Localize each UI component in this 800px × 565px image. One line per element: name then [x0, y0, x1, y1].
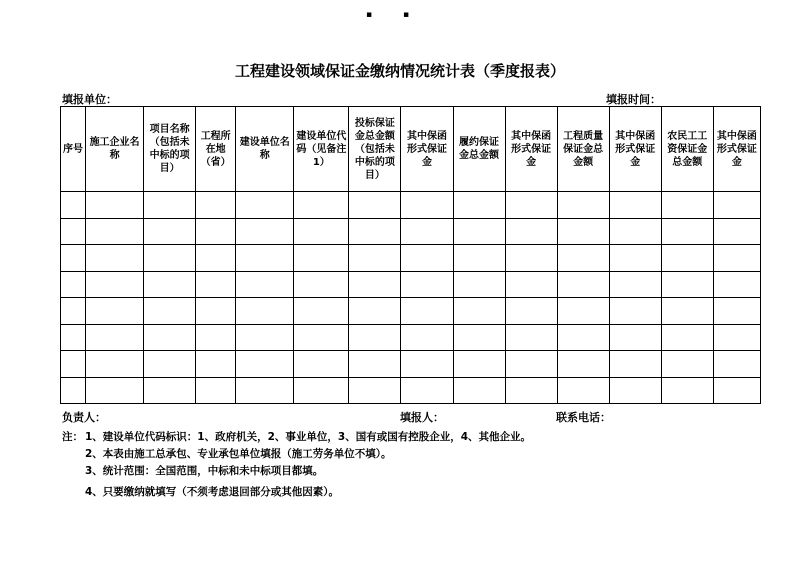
table-cell[interactable]	[236, 192, 294, 219]
table-cell[interactable]	[609, 324, 661, 351]
table-cell[interactable]	[61, 377, 86, 404]
table-cell[interactable]	[609, 245, 661, 272]
table-cell[interactable]	[505, 218, 557, 245]
table-cell[interactable]	[453, 324, 505, 351]
responsible-person-label: 负责人：	[62, 411, 106, 424]
table-cell[interactable]	[609, 218, 661, 245]
table-cell[interactable]	[294, 192, 349, 219]
table-cell[interactable]	[609, 351, 661, 378]
table-cell[interactable]	[196, 245, 236, 272]
table-cell[interactable]	[61, 192, 86, 219]
note-item: 3、统计范围：全国范围，中标和未中标项目都填。	[85, 465, 324, 477]
table-cell[interactable]	[86, 245, 144, 272]
note-item: 2、本表由施工总承包、专业承包单位填报（施工劳务单位不填）。	[85, 448, 392, 460]
table-cell[interactable]	[349, 324, 401, 351]
table-cell[interactable]	[144, 192, 196, 219]
table-cell[interactable]	[661, 192, 713, 219]
table-cell[interactable]	[236, 271, 294, 298]
table-cell[interactable]	[86, 351, 144, 378]
header-wage-deposit-total: 农民工工资保证金总金额	[661, 107, 713, 192]
table-row	[61, 351, 761, 378]
table-cell[interactable]	[401, 245, 453, 272]
table-row	[61, 192, 761, 219]
table-cell[interactable]	[61, 298, 86, 325]
table-cell[interactable]	[196, 192, 236, 219]
table-cell[interactable]	[661, 298, 713, 325]
table-cell[interactable]	[505, 271, 557, 298]
table-cell[interactable]	[505, 351, 557, 378]
table-cell[interactable]	[401, 192, 453, 219]
table-cell[interactable]	[61, 324, 86, 351]
page-title: 工程建设领域保证金缴纳情况统计表（季度报表）	[234, 62, 565, 80]
table-cell[interactable]	[349, 245, 401, 272]
table-cell[interactable]	[196, 351, 236, 378]
table-cell[interactable]	[661, 324, 713, 351]
header-index: 序号	[61, 107, 86, 192]
table-cell[interactable]	[61, 218, 86, 245]
table-cell[interactable]	[61, 271, 86, 298]
table-cell[interactable]	[86, 218, 144, 245]
table-cell[interactable]	[294, 351, 349, 378]
table-row	[61, 377, 761, 404]
table-cell[interactable]	[557, 245, 609, 272]
table-cell[interactable]	[505, 298, 557, 325]
table-cell[interactable]	[453, 218, 505, 245]
table-cell[interactable]	[453, 377, 505, 404]
table-cell[interactable]	[609, 271, 661, 298]
table-cell[interactable]	[713, 245, 760, 272]
table-cell[interactable]	[196, 218, 236, 245]
table-cell[interactable]	[86, 377, 144, 404]
table-cell[interactable]	[236, 245, 294, 272]
table-cell[interactable]	[236, 377, 294, 404]
table-cell[interactable]	[349, 271, 401, 298]
table-cell[interactable]	[661, 271, 713, 298]
header-project-location: 工程所在地（省）	[196, 107, 236, 192]
table-cell[interactable]	[294, 245, 349, 272]
table-cell[interactable]	[86, 324, 144, 351]
table-cell[interactable]	[294, 324, 349, 351]
header-bid-guarantee-letter: 其中保函形式保证金	[401, 107, 453, 192]
table-row	[61, 218, 761, 245]
table-cell[interactable]	[661, 351, 713, 378]
table-cell[interactable]	[86, 192, 144, 219]
table-cell[interactable]	[401, 324, 453, 351]
table-cell[interactable]	[661, 218, 713, 245]
table-cell[interactable]	[713, 324, 760, 351]
table-cell[interactable]	[505, 245, 557, 272]
header-wage-guarantee-letter: 其中保函形式保证金	[713, 107, 760, 192]
table-cell[interactable]	[349, 218, 401, 245]
note-item: 1、建设单位代码标识：1、政府机关，2、事业单位，3、国有或国有控股企业，4、其他企业。	[85, 431, 532, 443]
fill-unit-label: 填报单位：	[62, 93, 117, 106]
table-cell[interactable]	[661, 245, 713, 272]
table-cell[interactable]	[401, 351, 453, 378]
table-cell[interactable]	[557, 298, 609, 325]
table-cell[interactable]	[453, 271, 505, 298]
table-cell[interactable]	[453, 192, 505, 219]
table-cell[interactable]	[453, 351, 505, 378]
table-cell[interactable]	[196, 377, 236, 404]
table-cell[interactable]	[401, 377, 453, 404]
table-cell[interactable]	[609, 298, 661, 325]
table-cell[interactable]	[453, 298, 505, 325]
header-quality-deposit-total: 工程质量保证金总金额	[557, 107, 609, 192]
filler-label: 填报人：	[400, 411, 444, 424]
header-bid-deposit-total: 投标保证金总金额（包括未中标的项目）	[349, 107, 401, 192]
table-cell[interactable]	[557, 271, 609, 298]
table-cell[interactable]	[557, 377, 609, 404]
table-cell[interactable]	[661, 377, 713, 404]
table-cell[interactable]	[505, 324, 557, 351]
header-contractor-name: 施工企业名称	[86, 107, 144, 192]
table-cell[interactable]	[236, 351, 294, 378]
table-cell[interactable]	[144, 324, 196, 351]
table-cell[interactable]	[144, 245, 196, 272]
table-cell[interactable]	[196, 298, 236, 325]
header-owner-name: 建设单位名称	[236, 107, 294, 192]
table-cell[interactable]	[294, 377, 349, 404]
table-cell[interactable]	[713, 218, 760, 245]
table-cell[interactable]	[144, 351, 196, 378]
table-cell[interactable]	[453, 245, 505, 272]
table-cell[interactable]	[236, 218, 294, 245]
table-cell[interactable]	[557, 351, 609, 378]
table-row	[61, 298, 761, 325]
table-row	[61, 245, 761, 272]
table-cell[interactable]	[713, 298, 760, 325]
table-cell[interactable]	[713, 351, 760, 378]
table-cell[interactable]	[236, 298, 294, 325]
table-cell[interactable]	[713, 377, 760, 404]
table-cell[interactable]	[196, 271, 236, 298]
table-cell[interactable]	[557, 192, 609, 219]
table-cell[interactable]	[609, 192, 661, 219]
table-cell[interactable]	[294, 298, 349, 325]
table-cell[interactable]	[86, 298, 144, 325]
header-quality-guarantee-letter: 其中保函形式保证金	[609, 107, 661, 192]
decorative-dots: ▪ ▪	[366, 10, 424, 20]
table-row	[61, 271, 761, 298]
table-cell[interactable]	[349, 298, 401, 325]
table-cell[interactable]	[349, 351, 401, 378]
note-item: 4、只要缴纳就填写（不须考虑退回部分或其他因素）。	[85, 486, 340, 498]
table-cell[interactable]	[144, 298, 196, 325]
table-cell[interactable]	[401, 271, 453, 298]
table-row	[61, 324, 761, 351]
table-cell[interactable]	[349, 192, 401, 219]
table-cell[interactable]	[557, 218, 609, 245]
table-cell[interactable]	[61, 245, 86, 272]
table-cell[interactable]	[196, 324, 236, 351]
fill-time-label: 填报时间：	[606, 93, 661, 106]
table-cell[interactable]	[61, 351, 86, 378]
table-header-row	[61, 107, 761, 192]
header-performance-guarantee-letter: 其中保函形式保证金	[505, 107, 557, 192]
notes-prefix: 注：	[62, 431, 83, 443]
table-cell[interactable]	[505, 377, 557, 404]
header-project-name: 项目名称（包括未中标的项目）	[144, 107, 196, 192]
table-cell[interactable]	[557, 324, 609, 351]
table-cell[interactable]	[236, 324, 294, 351]
table-cell[interactable]	[609, 377, 661, 404]
table-cell[interactable]	[713, 271, 760, 298]
table-cell[interactable]	[144, 218, 196, 245]
table-cell[interactable]	[401, 218, 453, 245]
table-cell[interactable]	[144, 271, 196, 298]
report-table	[60, 106, 761, 404]
table-cell[interactable]	[86, 271, 144, 298]
table-cell[interactable]	[713, 192, 760, 219]
table-cell[interactable]	[505, 192, 557, 219]
table-cell[interactable]	[401, 298, 453, 325]
contact-phone-label: 联系电话：	[556, 411, 611, 424]
header-owner-code: 建设单位代码（见备注1）	[294, 107, 349, 192]
table-cell[interactable]	[144, 377, 196, 404]
table-cell[interactable]	[294, 271, 349, 298]
header-performance-deposit-total: 履约保证金总金额	[453, 107, 505, 192]
table-cell[interactable]	[349, 377, 401, 404]
table-cell[interactable]	[294, 218, 349, 245]
